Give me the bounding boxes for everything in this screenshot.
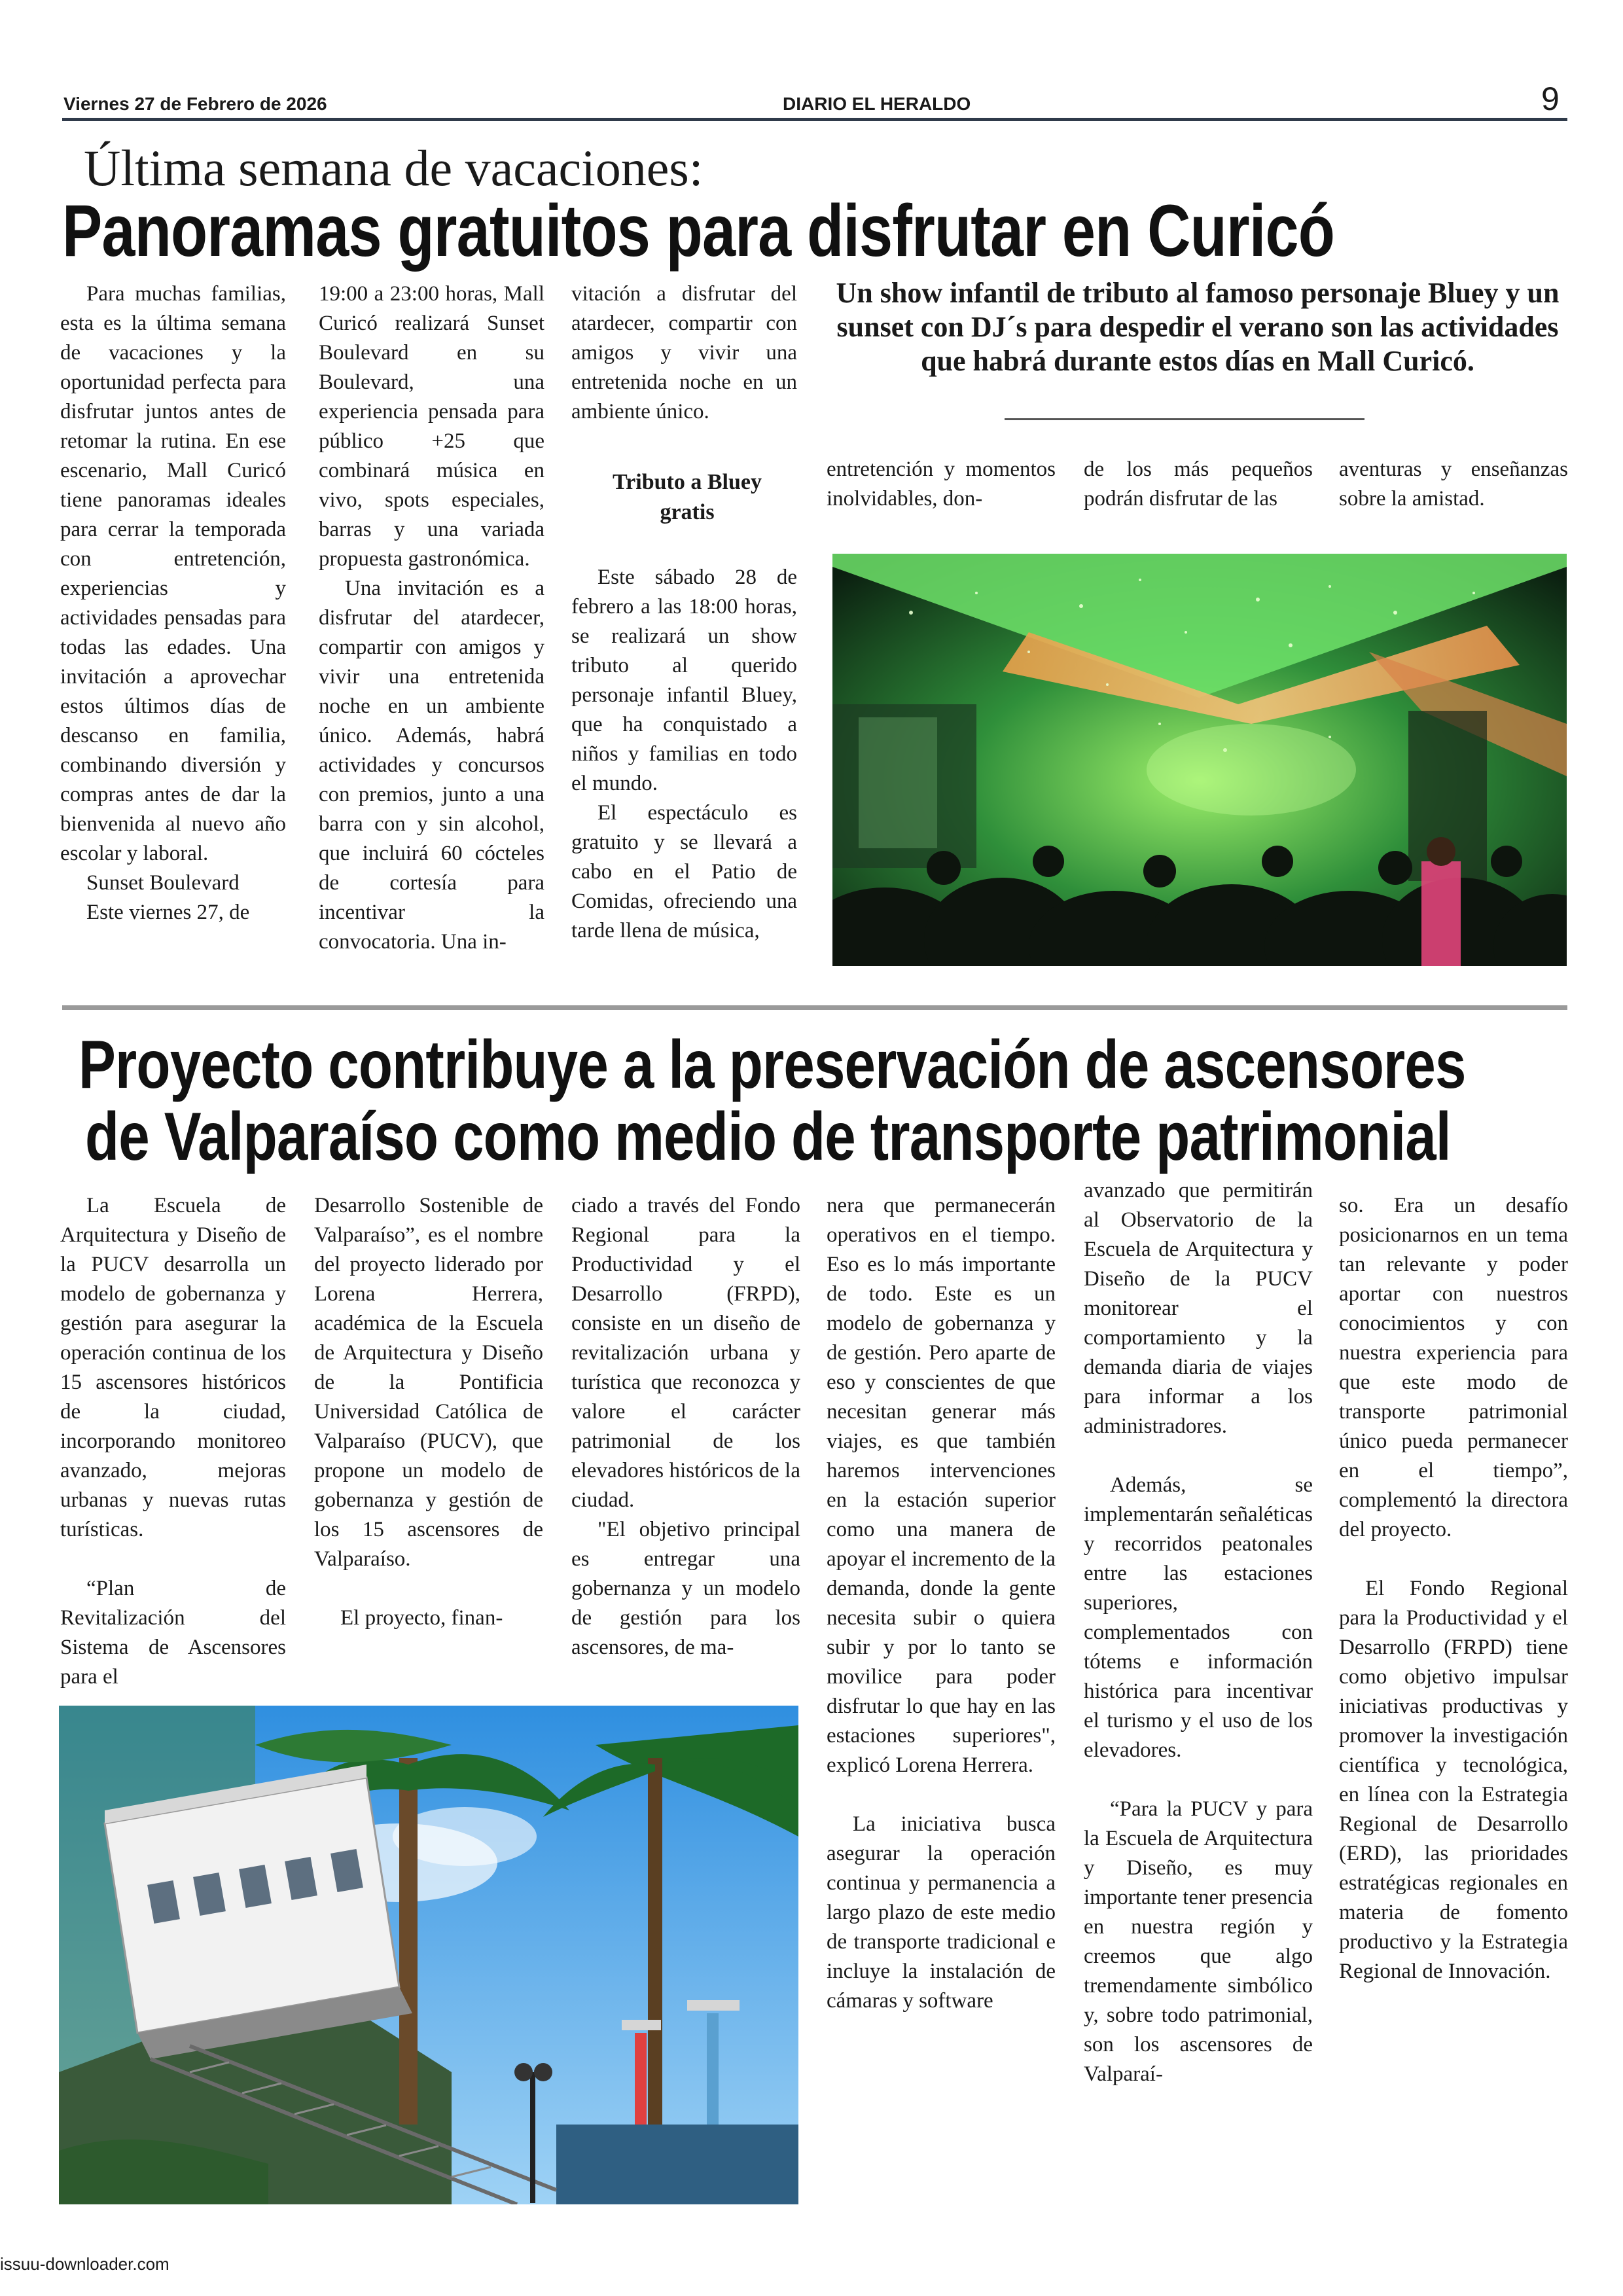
article2-col5 <box>1084 1176 1313 2089</box>
article1-col1-p1: Para muchas familias, esta es la última semana de vacaciones y la oportunidad perfecta para disfrutar juntos antes de retomar la rutina. En ese escenario, Mall Curicó tiene panoramas ideales para cerrar la temporada con entretención, experiencias y actividades pensadas para todas las edades. Una invitación a aprovechar estos últimos días de descanso en familia, combinando diversión y compras antes de dar la bienvenida al nuevo año escolar y laboral. <box>60 282 286 865</box>
article2-col6-p1: so. Era un desafío posicionarnos en un tema tan relevante y poder aportar con nuestros conocimientos y con nuestra experiencia para que este modo de transporte patrimonial único pueda permanecer en el tiempo”, complementó la directora del proyecto. <box>1339 1194 1568 1541</box>
party-scene-illustration <box>832 554 1567 966</box>
article1-title: Panoramas gratuitos para disfrutar en Curicó <box>62 190 1335 272</box>
funicular-illustration <box>59 1706 798 2204</box>
article2-photo <box>59 1706 798 2204</box>
article1-col3-p2: El espectáculo es gratuito y se llevará a cabo en el Patio de Comidas, ofreciendo una tarde llena de música, <box>571 801 797 942</box>
article1-col3-top-text: vitación a disfrutar del atardecer, compartir con amigos y vivir una entretenida noche en un ambiente único. <box>571 282 797 423</box>
article1-col1 <box>60 279 286 927</box>
page-number: 9 <box>1541 81 1560 117</box>
article2-col1 <box>60 1191 286 1692</box>
article2-title-line1: Proyecto contribuye a la preservación de ascensores <box>79 1027 1466 1103</box>
article2-col3 <box>571 1191 800 1662</box>
article2-col2-p1: Desarrollo Sostenible de Valparaíso”, es el nombre del proyecto liderado por Lorena Herrera, académica de la Escuela de Arquitectura y Diseño de la Pontificia Universidad Católica de Valparaíso (PUCV), que propone un modelo de gobernanza y gestión de los 15 ascensores de Valparaíso. <box>314 1194 543 1571</box>
article2-col1-p1: La Escuela de Arquitectura y Diseño de la PUCV desarrolla un modelo de gobernanza y gestión para asegurar la operación continua de los 15 ascensores históricos de la ciudad, incorporando monitoreo avanzado, mejoras urbanas y nuevas rutas turísticas. <box>60 1194 286 1541</box>
header-date: Viernes 27 de Febrero de 2026 <box>63 94 327 114</box>
article1-deck: Un show infantil de tributo al famoso personaje Bluey y un sunset con DJ´s para despedir el verano son las actividades que habrá durante estos días en Mall Curicó. <box>836 277 1560 377</box>
article1-photo <box>832 554 1567 966</box>
article1-col1-p2: Este viernes 27, de <box>86 901 250 924</box>
newspaper-name: DIARIO EL HERALDO <box>783 94 971 114</box>
article1-col1-subhead: Sunset Boulevard <box>86 871 240 895</box>
article1-col3 <box>571 563 797 946</box>
article2-col3-p1: ciado a través del Fondo Regional para la Productividad y el Desarrollo (FRPD), consiste en un diseño de revitalización urbana y turística que reconozca y valore el carácter patrimonial de los elevadores históricos de la ciudad. <box>571 1194 800 1512</box>
article2-col5-p1: avanzado que permitirán al Observatorio de la Escuela de Arquitectura y Diseño de la PUCV monitorear el comportamiento y la demanda diaria de viajes para informar a los administradores. <box>1084 1179 1313 1438</box>
header-rule <box>62 118 1567 121</box>
article1-col4 <box>827 455 1056 514</box>
watermark: issuu-downloader.com <box>0 2254 169 2274</box>
article1-subhead: Tributo a Bluey gratis <box>613 470 762 524</box>
article1-col3-p1: Este sábado 28 de febrero a las 18:00 horas, se realizará un show tributo al querido personaje infantil Bluey, que ha conquistado a niños y familias en todo el mundo. <box>571 565 797 795</box>
article2-col3-p2: "El objetivo principal es entregar una gobernanza y un modelo de gestión para los ascensores, de ma- <box>571 1518 800 1659</box>
article2-col2 <box>314 1191 543 1633</box>
article2-col5-p3: “Para la PUCV y para la Escuela de Arquitectura y Diseño, es muy importante tener presencia en nuestra región y creemos que algo tremendamente simbólico y, sobre todo patrimonial, son los ascensores de Valparaí- <box>1084 1797 1313 2086</box>
article1-col2-p2: Una invitación es a disfrutar del atardecer, compartir con amigos y vivir una entretenida noche en un ambiente único. Además, habrá actividades y concursos con premios, junto a una barra con y sin alcohol, que incluirá 60 cócteles de cortesía para incentivar la convocatoria. Una in- <box>319 577 544 954</box>
article1-col6-text: aventuras y enseñanzas sobre la amistad. <box>1339 457 1568 511</box>
article2-col4 <box>827 1191 1056 2016</box>
article1-col3-top <box>571 279 797 427</box>
article1-col6 <box>1339 455 1568 514</box>
article1-col2-p1: 19:00 a 23:00 horas, Mall Curicó realizará Sunset Boulevard en su Boulevard, una experiencia pensada para público +25 que combinará música en vivo, spots especiales, barras y una variada propuesta gastronómica. <box>319 282 544 571</box>
article2-col2-p2: El proyecto, finan- <box>340 1606 503 1630</box>
article1-col5-text: de los más pequeños podrán disfrutar de las <box>1084 457 1313 511</box>
article1-col2 <box>319 279 544 957</box>
deck-underline <box>1005 418 1364 420</box>
article1-col5 <box>1084 455 1313 514</box>
article2-title-line2: de Valparaíso como medio de transporte patrimonial <box>85 1099 1451 1175</box>
article2-col1-p2: “Plan de Revitalización del Sistema de Ascensores para el <box>60 1577 286 1689</box>
article2-col4-p1: nera que permanecerán operativos en el tiempo. Eso es lo más importante de todo. Este es un modelo de gobernanza y de gestión. Pero aparte de eso y conscientes de que necesitan generar más viajes, es que también haremos intervenciones en la estación superior como una manera de apoyar el incremento de la demanda, donde la gente necesita subir o quiera subir y por lo tanto se movilice para poder disfrutar lo que hay en las estaciones superiores", explicó Lorena Herrera. <box>827 1194 1056 1777</box>
article-separator <box>62 1005 1567 1010</box>
article1-kicker: Última semana de vacaciones: <box>84 139 704 196</box>
article2-col6-p2: El Fondo Regional para la Productividad y el Desarrollo (FRPD) tiene como objetivo impulsar iniciativas productivas y promover la investigación científica y tecnológica, en línea con la Estrategia Regional de Desarrollo (ERD), las prioridades estratégicas regionales en materia de fomento productivo y la Estrategia Regional de Innovación. <box>1339 1577 1568 1983</box>
article2-col4-p2: La iniciativa busca asegurar la operación continua y permanencia a largo plazo de este medio de transporte tradicional e incluye la instalación de cámaras y software <box>827 1812 1056 2013</box>
article2-col5-p2: Además, se implementarán señaléticas y recorridos peatonales entre las estaciones superiores, complementados con tótems e información histórica para incentivar el turismo y el uso de los elevadores. <box>1084 1473 1313 1762</box>
article1-col4-text: entretención y momentos inolvidables, don- <box>827 457 1056 511</box>
article2-col6 <box>1339 1191 1568 1986</box>
